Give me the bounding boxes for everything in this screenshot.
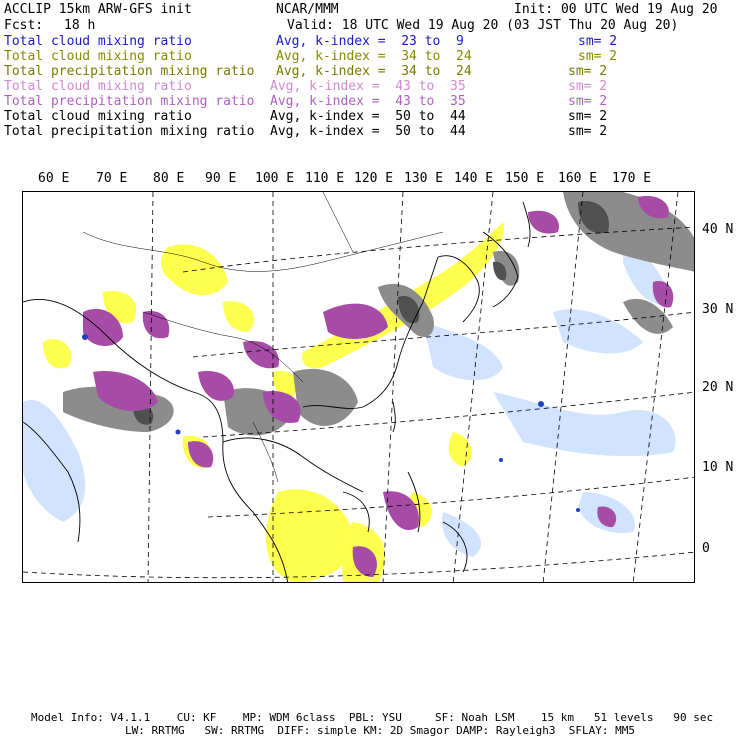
legend-field: Total precipitation mixing ratio	[4, 64, 255, 79]
legend-field: Total cloud mixing ratio	[4, 79, 192, 94]
lon-label: 130 E	[404, 171, 444, 186]
legend-field: Total precipitation mixing ratio	[4, 124, 255, 139]
valid-time: Valid: 18 UTC Wed 19 Aug 20 (03 JST Thu 20 Aug 20)	[287, 18, 679, 33]
lon-label: 100 E	[255, 171, 295, 186]
map-panel	[22, 191, 695, 583]
legend-avg: Avg, k-index = 50 to 44	[270, 124, 466, 139]
legend-field: Total cloud mixing ratio	[4, 34, 192, 49]
lon-label: 170 E	[612, 171, 652, 186]
lon-label: 90 E	[205, 171, 237, 186]
lat-label: 30 N	[702, 302, 734, 317]
fcst-value: 18 h	[64, 18, 96, 33]
legend-avg: Avg, k-index = 50 to 44	[270, 109, 466, 124]
init-time: Init: 00 UTC Wed 19 Aug 20	[514, 2, 718, 17]
legend-smoothing: sm= 2	[568, 79, 608, 94]
lon-label: 80 E	[153, 171, 185, 186]
fcst-label: Fcst:	[4, 18, 44, 33]
country-borders	[83, 192, 443, 482]
legend-smoothing: sm= 2	[568, 124, 608, 139]
map-svg	[23, 192, 695, 583]
legend-avg: Avg, k-index = 43 to 35	[270, 94, 466, 109]
lat-label: 20 N	[702, 380, 734, 395]
legend-avg: Avg, k-index = 34 to 24	[276, 64, 472, 79]
lon-label: 150 E	[505, 171, 545, 186]
lon-label: 140 E	[454, 171, 494, 186]
org-label: NCAR/MMM	[276, 2, 339, 17]
legend-avg: Avg, k-index = 23 to 9	[276, 34, 464, 49]
lon-label: 70 E	[96, 171, 128, 186]
lat-label: 40 N	[702, 222, 734, 237]
footer-model-info: Model Info: V4.1.1 CU: KF MP: WDM 6class PBL: YSU SF: Noah LSM 15 km 51 levels 90 sec	[31, 711, 714, 724]
lon-label: 160 E	[558, 171, 598, 186]
lon-label: 120 E	[354, 171, 394, 186]
legend-smoothing: sm= 2	[578, 34, 618, 49]
legend-smoothing: sm= 2	[568, 109, 608, 124]
lon-label: 60 E	[38, 171, 70, 186]
lat-label: 0	[702, 541, 710, 556]
model-title: ACCLIP 15km ARW-GFS init	[4, 2, 192, 17]
legend-field: Total cloud mixing ratio	[4, 49, 192, 64]
legend-field: Total cloud mixing ratio	[4, 109, 192, 124]
legend-smoothing: sm= 2	[568, 94, 608, 109]
lon-label: 110 E	[305, 171, 345, 186]
legend-smoothing: sm= 2	[578, 49, 618, 64]
legend-field: Total precipitation mixing ratio	[4, 94, 255, 109]
legend-smoothing: sm= 2	[568, 64, 608, 79]
lat-label: 10 N	[702, 460, 734, 475]
legend-avg: Avg, k-index = 43 to 35	[270, 79, 466, 94]
footer-physics-info: LW: RRTMG SW: RRTMG DIFF: simple KM: 2D Smagor DAMP: Rayleigh3 SFLAY: MM5	[125, 724, 635, 737]
legend-avg: Avg, k-index = 34 to 24	[276, 49, 472, 64]
